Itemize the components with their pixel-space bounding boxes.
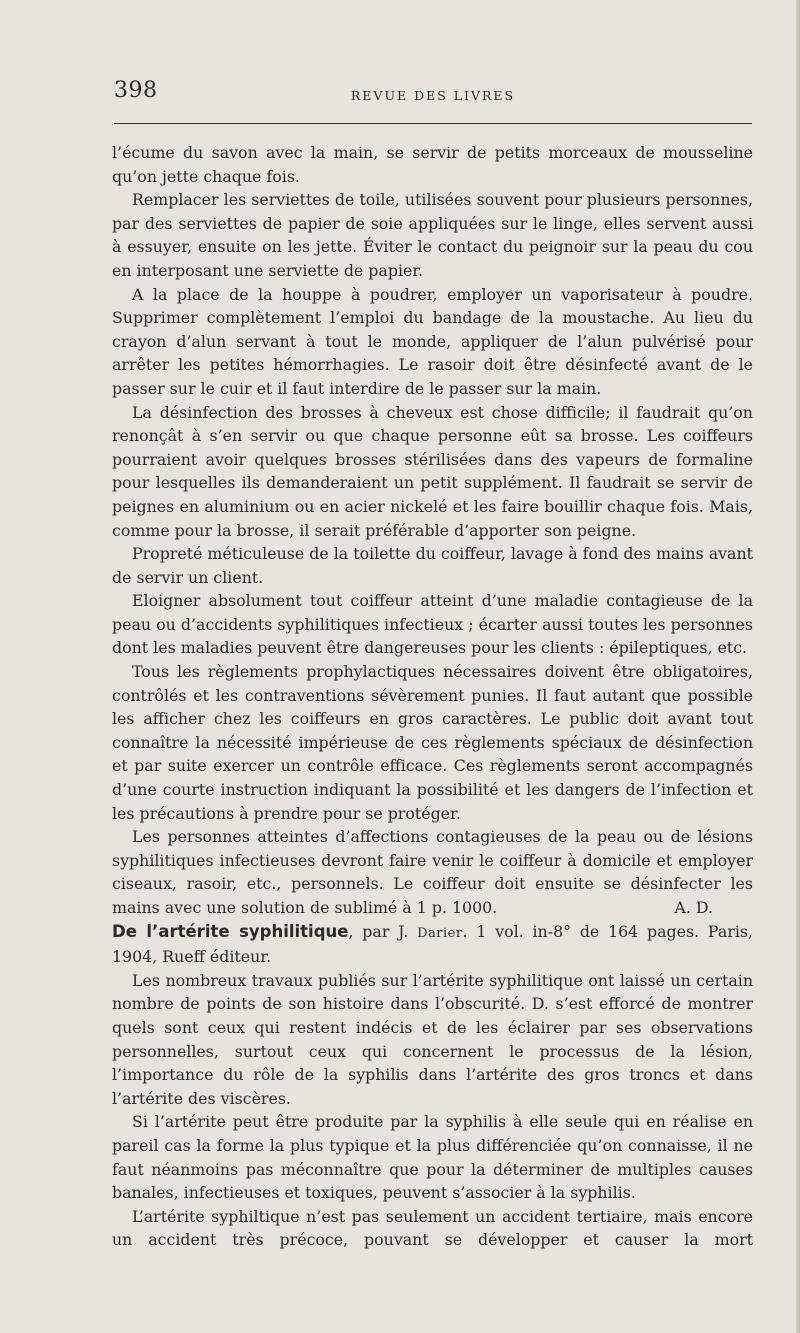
page-header: [114, 78, 752, 108]
running-title: REVUE DES LIVRES: [350, 88, 516, 103]
book-details: . 1 vol. in-8° de 164 pages. Paris, 1904, Rueff éditeur.: [112, 921, 753, 967]
paragraph-text: Les personnes atteintes d’affections contagieuses de la peau ou de lésions syphilitiques infectieuses devront faire venir le coiffeur à domicile et employer ciseaux, rasoir, etc., personnels. Le coiffeur doit ensuite se désinfecter les mains avec une solution de sublimé à 1 p. 1000.: [112, 827, 753, 917]
paragraph: Les nombreux travaux publiés sur l’artérite syphilitique ont laissé un certain nombre de points de son histoire dans l’obscurité. D. s’est efforcé de montrer quels sont ceux qui restent indécis et de les éclairer par ses observations personnelles, surtout ceux qui concernent le processus de la lésion, l’importance du rôle de la syphilis dans l’artérite des gros troncs et dans l’artérite des viscères.: [112, 970, 753, 1108]
paragraph: l’écume du savon avec la main, se servir de petits morceaux de mousseline qu’on jette chaque fois.: [112, 143, 753, 186]
paragraph-with-signature: [112, 825, 753, 919]
book-author: Darier: [417, 925, 463, 941]
book-title: De l’artérite syphilitique: [112, 921, 349, 941]
review-signature: A. D.: [674, 898, 713, 917]
paragraph: Remplacer les serviettes de toile, utilisées souvent pour plusieurs personnes, par des serviettes de papier de soie appliquées sur le linge, elles servent aussi à essuyer, ensuite on les jette. Éviter le contact du peignoir sur la peau du cou en interposant une serviette de papier.: [112, 190, 753, 280]
paragraph: L’artérite syphiltique n’est pas seulement un accident tertiaire, mais encore un accident très précoce, pouvant se développer et causer la mort: [112, 1206, 753, 1250]
paragraph: Eloigner absolument tout coiffeur atteint d’une maladie contagieuse de la peau ou d’accidents syphilitiques infectieux ; écarter aussi toutes les personnes dont les maladies peuvent être dangereuses pour les clients : épileptiques, etc.: [112, 591, 753, 658]
paragraph: Si l’artérite peut être produite par la syphilis à elle seule qui en réalise en pareil cas la forme la plus typique et la plus différenciée qu’on connaisse, il ne faut néanmoins pas méconnaître que pour la déterminer de multiples causes banales, infectieuses et toxiques, peuvent s’associer à la syphilis.: [112, 1112, 753, 1203]
page-edge: [796, 0, 800, 1333]
paragraph: A la place de la houppe à poudrer, employer un vaporisateur à poudre. Supprimer complètement l’emploi du bandage de la moustache. Au lieu du crayon d’alun servant à tout le monde, appliquer de l’alun pulvérisé pour arrêter les petites hémorrhagies. Le rasoir doit être désinfecté avant de le passer sur le cuir et il faut interdire de le passer sur la main.: [112, 284, 753, 398]
page-number: 398: [114, 78, 158, 103]
paragraph: Tous les règlements prophylactiques nécessaires doivent être obligatoires, contrôlés et les contraventions sévèrement punies. Il faut autant que possible les afficher chez les coiffeurs en gros caractères. Le public doit avant tout connaître la nécessité impérieuse de ces règlements spéciaux de désinfection et par suite exercer un contrôle efficace. Ces règlements seront accompagnés d’une courte instruction indiquant la possibilité et les dangers de l’infection et les précautions à prendre pour se protéger.: [112, 662, 753, 823]
header-rule: [114, 123, 752, 124]
book-author-prefix: , par J.: [348, 921, 409, 941]
paragraph: Propreté méticuleuse de la toilette du coiffeur, lavage à fond des mains avant de servir un client.: [112, 544, 753, 587]
paragraph: La désinfection des brosses à cheveux est chose difficile; il faudrait qu’on renonçât à s’en servir ou que chaque personne eût sa brosse. Les coiffeurs pourraient avoir quelques brosses stérilisées dans des vapeurs de formaline pour lesquelles ils demanderaient un petit supplément. Il faudrait se servir de peignes en aluminium ou en acier nickelé et les faire bouillir chaque fois. Mais, comme pour la brosse, il serait préférable d’apporter son peigne.: [112, 402, 753, 540]
body-text: [112, 141, 753, 1252]
book-review-heading: [112, 920, 753, 969]
